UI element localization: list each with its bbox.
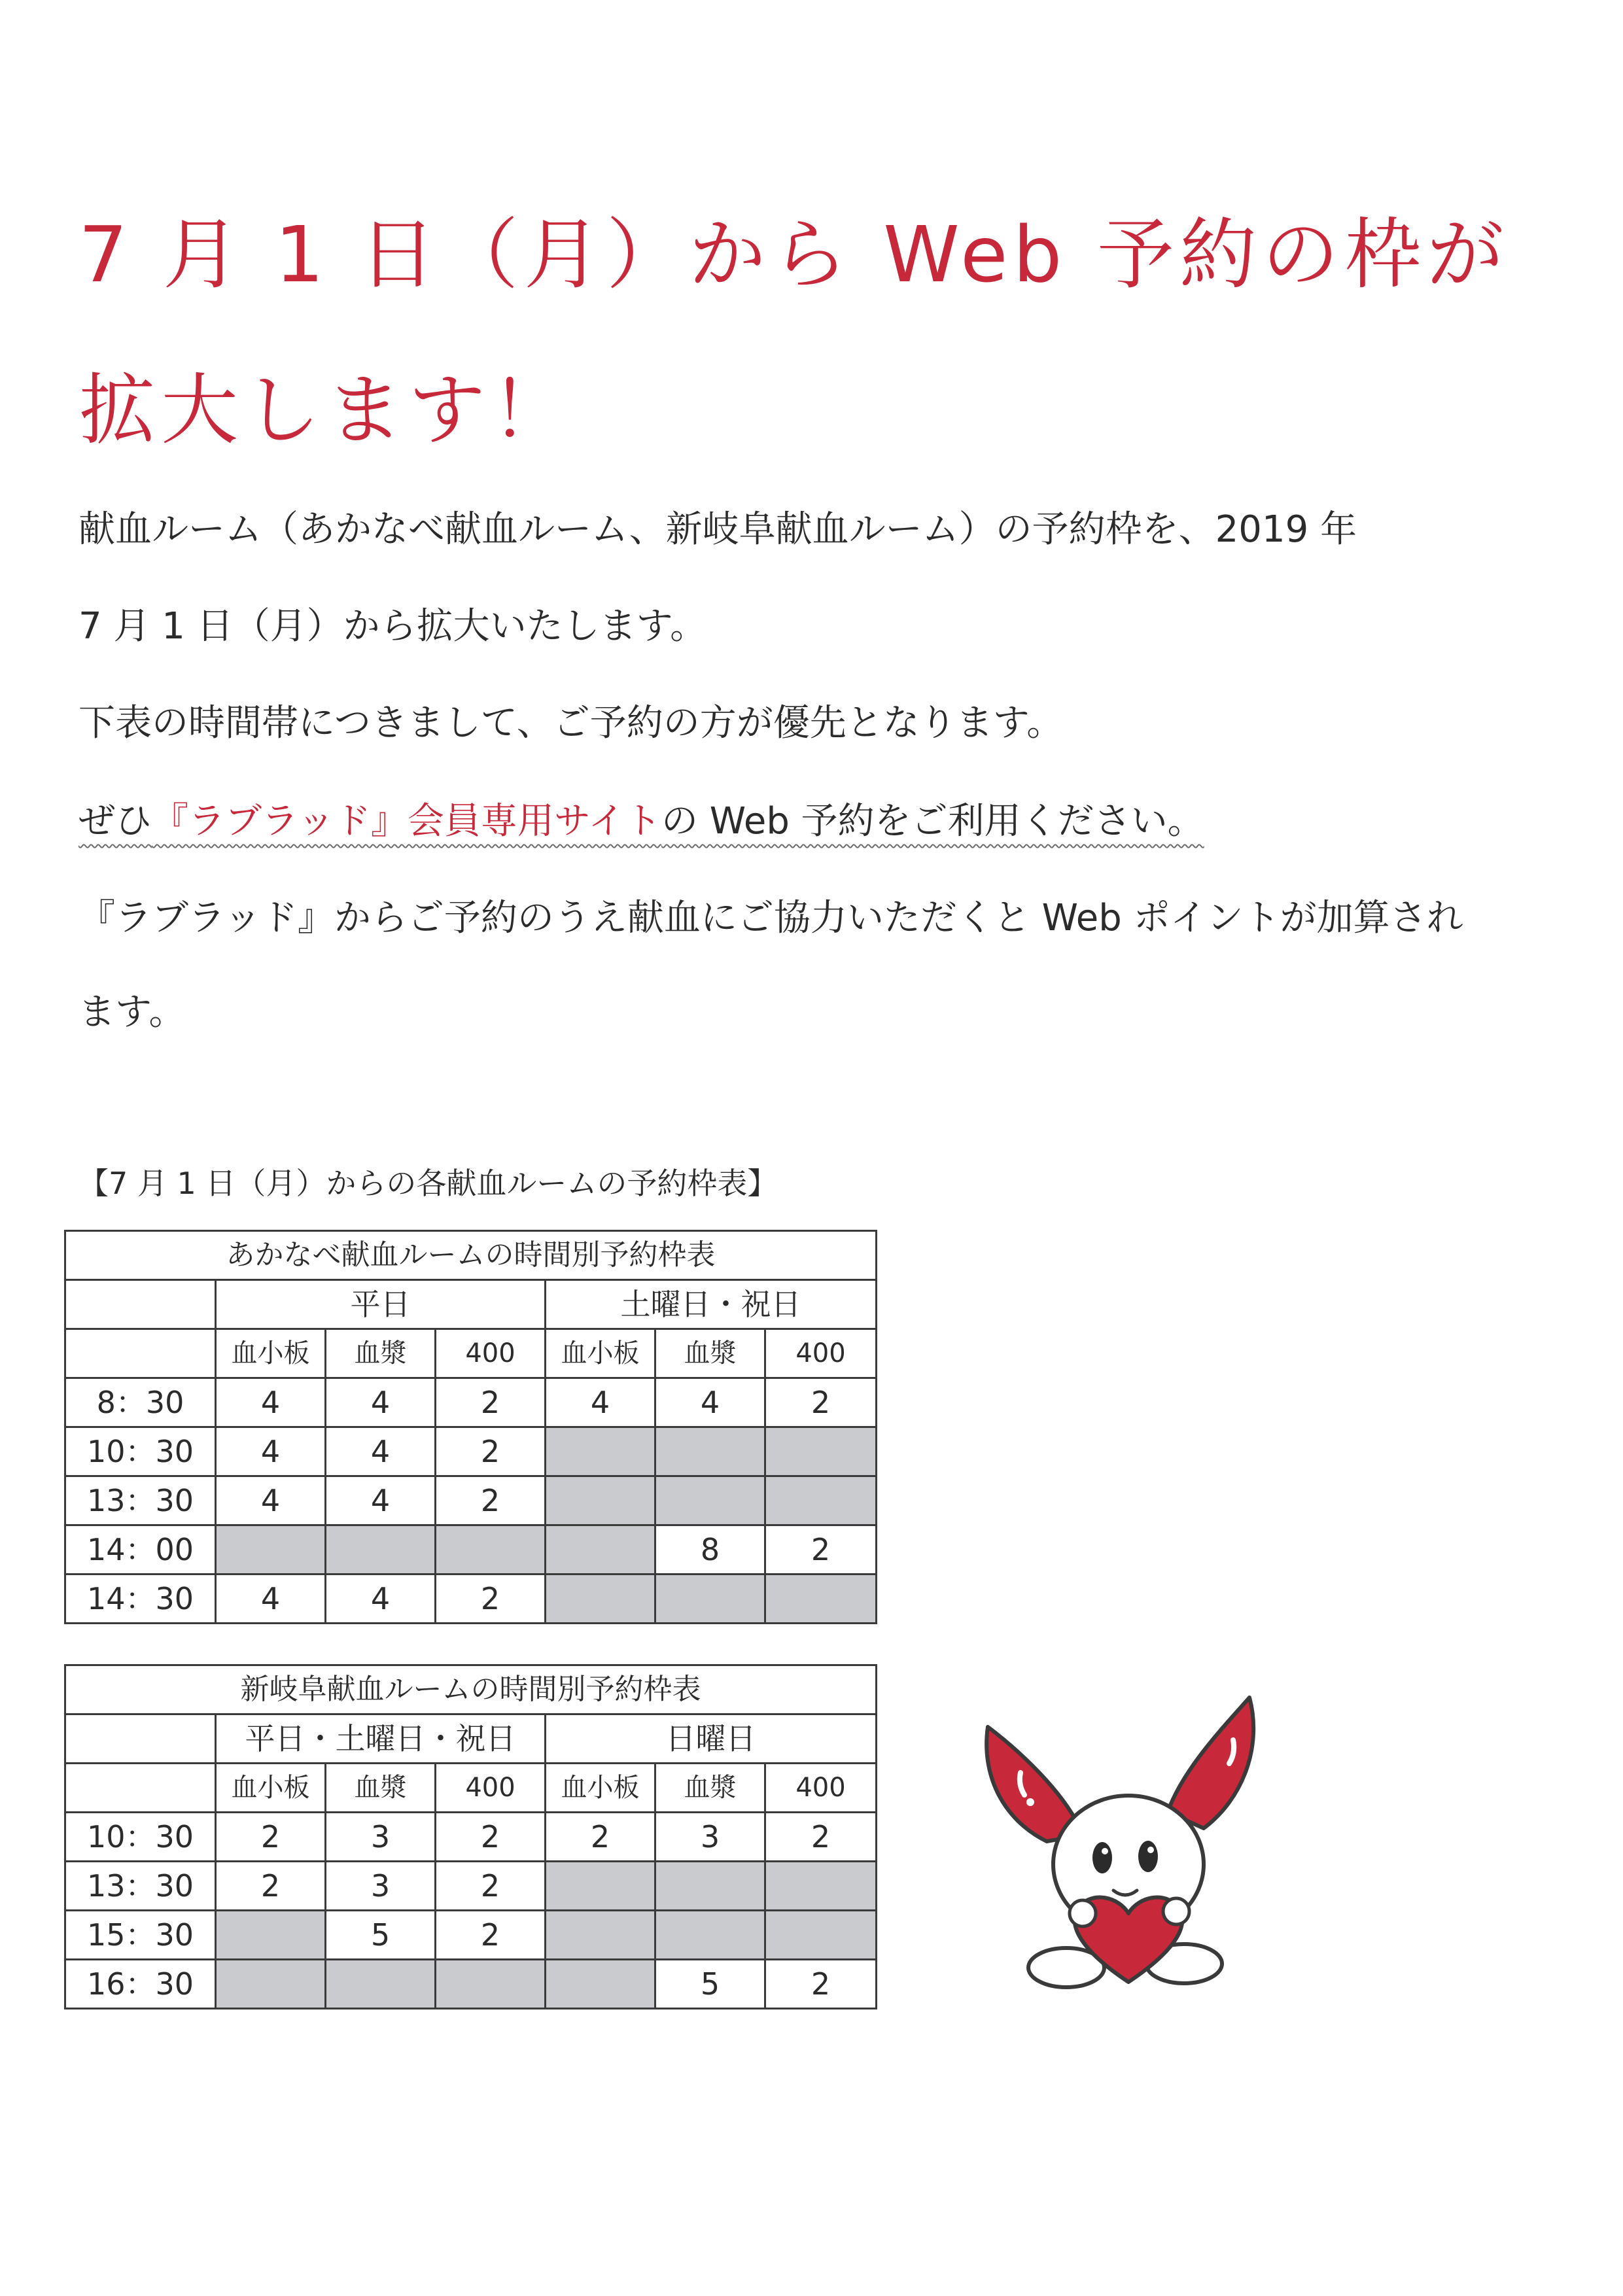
table-title: 新岐阜献血ルームの時間別予約枠表 (65, 1665, 877, 1714)
slot-count-cell: 4 (326, 1427, 436, 1476)
unavailable-cell (546, 1862, 655, 1911)
sub-header-cell: 血漿 (326, 1764, 436, 1813)
paragraph-4-suffix: の Web 予約をご利用ください。 (661, 800, 1204, 843)
unavailable-cell (655, 1574, 765, 1624)
body-paragraph-6: ます。 (79, 991, 186, 1034)
table-row (65, 1525, 877, 1574)
unavailable-cell (546, 1525, 655, 1574)
empty-header-cell (65, 1329, 216, 1378)
slot-count-cell: 4 (216, 1476, 326, 1525)
unavailable-cell (546, 1911, 655, 1960)
table-row (65, 1960, 877, 2009)
slot-count-cell: 2 (436, 1911, 546, 1960)
slot-count-cell: 3 (326, 1813, 436, 1862)
love-blood-site-link[interactable]: 『ラブラッド』会員専用サイト (152, 800, 661, 843)
table-row (65, 1862, 877, 1911)
paragraph-4-prefix: ぜひ (79, 800, 152, 843)
blood-drop-mascot-icon (968, 1661, 1308, 2002)
slot-count-cell: 2 (765, 1378, 877, 1427)
sub-header-cell: 400 (765, 1764, 877, 1813)
body-paragraph-4 (79, 800, 1204, 843)
body-paragraph-5: 『ラブラッド』からご予約のうえ献血にご協力いただくと Web ポイントが加算され (79, 897, 1463, 939)
slot-count-cell: 2 (436, 1862, 546, 1911)
unavailable-cell (216, 1525, 326, 1574)
table-caption: 【7 月 1 日（月）からの各献血ルームの予約枠表】 (79, 1166, 778, 1201)
unavailable-cell (216, 1960, 326, 2009)
slot-count-cell: 4 (216, 1427, 326, 1476)
unavailable-cell (765, 1427, 877, 1476)
unavailable-cell (765, 1862, 877, 1911)
table-row (65, 1427, 877, 1476)
body-paragraph-3: 下表の時間帯につきまして、ご予約の方が優先となります。 (79, 702, 1064, 744)
unavailable-cell (436, 1960, 546, 2009)
unavailable-cell (765, 1911, 877, 1960)
table-row (65, 1911, 877, 1960)
slot-count-cell: 2 (765, 1525, 877, 1574)
slot-count-cell: 8 (655, 1525, 765, 1574)
sub-header-cell: 400 (436, 1764, 546, 1813)
unavailable-cell (655, 1911, 765, 1960)
group-header-weekend: 土曜日・祝日 (546, 1280, 877, 1329)
shingifu-schedule-table (64, 1664, 877, 2009)
slot-count-cell: 2 (436, 1813, 546, 1862)
unavailable-cell (546, 1476, 655, 1525)
slot-count-cell: 2 (216, 1813, 326, 1862)
slot-count-cell: 4 (216, 1378, 326, 1427)
slot-count-cell: 4 (655, 1378, 765, 1427)
time-cell: 14：00 (65, 1525, 216, 1574)
slot-count-cell: 4 (326, 1574, 436, 1624)
akanabe-schedule-table (64, 1230, 877, 1624)
sub-header-cell: 血漿 (655, 1329, 765, 1378)
time-cell: 15：30 (65, 1911, 216, 1960)
page-title-line-1: 7 月 1 日（月）から Web 予約の枠が (79, 209, 1509, 300)
unavailable-cell (326, 1525, 436, 1574)
time-cell: 8：30 (65, 1378, 216, 1427)
unavailable-cell (655, 1476, 765, 1525)
slot-count-cell: 2 (436, 1476, 546, 1525)
slot-count-cell: 3 (655, 1813, 765, 1862)
slot-count-cell: 2 (216, 1862, 326, 1911)
slot-count-cell: 4 (326, 1378, 436, 1427)
sub-header-cell: 血小板 (546, 1329, 655, 1378)
slot-count-cell: 3 (326, 1862, 436, 1911)
unavailable-cell (326, 1960, 436, 2009)
unavailable-cell (546, 1574, 655, 1624)
slot-count-cell: 2 (546, 1813, 655, 1862)
empty-header-cell (65, 1764, 216, 1813)
table-row (65, 1476, 877, 1525)
table-title: あかなべ献血ルームの時間別予約枠表 (65, 1231, 877, 1280)
slot-count-cell: 4 (546, 1378, 655, 1427)
empty-header-cell (65, 1714, 216, 1764)
unavailable-cell (765, 1476, 877, 1525)
slot-count-cell: 4 (216, 1574, 326, 1624)
time-cell: 10：30 (65, 1813, 216, 1862)
table-row (65, 1813, 877, 1862)
group-header-weekday-saturday: 平日・土曜日・祝日 (216, 1714, 546, 1764)
time-cell: 16：30 (65, 1960, 216, 2009)
unavailable-cell (655, 1427, 765, 1476)
unavailable-cell (436, 1525, 546, 1574)
time-cell: 13：30 (65, 1476, 216, 1525)
sub-header-cell: 血漿 (326, 1329, 436, 1378)
sub-header-cell: 血小板 (216, 1764, 326, 1813)
slot-count-cell: 5 (655, 1960, 765, 2009)
slot-count-cell: 5 (326, 1911, 436, 1960)
slot-count-cell: 2 (765, 1813, 877, 1862)
sub-header-cell: 血小板 (216, 1329, 326, 1378)
time-cell: 13：30 (65, 1862, 216, 1911)
table-row (65, 1378, 877, 1427)
sub-header-cell: 400 (765, 1329, 877, 1378)
slot-count-cell: 2 (436, 1427, 546, 1476)
table-row (65, 1574, 877, 1624)
time-cell: 10：30 (65, 1427, 216, 1476)
slot-count-cell: 2 (436, 1574, 546, 1624)
body-paragraph-2: 7 月 1 日（月）から拡大いたします。 (79, 605, 707, 648)
group-header-weekday: 平日 (216, 1280, 546, 1329)
slot-count-cell: 2 (765, 1960, 877, 2009)
time-cell: 14：30 (65, 1574, 216, 1624)
sub-header-cell: 血小板 (546, 1764, 655, 1813)
unavailable-cell (546, 1960, 655, 2009)
unavailable-cell (216, 1911, 326, 1960)
sub-header-cell: 400 (436, 1329, 546, 1378)
body-paragraph-1: 献血ルーム（あかなべ献血ルーム、新岐阜献血ルーム）の予約枠を、2019 年 (79, 508, 1357, 551)
unavailable-cell (655, 1862, 765, 1911)
empty-header-cell (65, 1280, 216, 1329)
sub-header-cell: 血漿 (655, 1764, 765, 1813)
slot-count-cell: 4 (326, 1476, 436, 1525)
slot-count-cell: 2 (436, 1378, 546, 1427)
page-title-line-2: 拡大します！ (79, 365, 574, 455)
unavailable-cell (765, 1574, 877, 1624)
unavailable-cell (546, 1427, 655, 1476)
group-header-sunday: 日曜日 (546, 1714, 877, 1764)
